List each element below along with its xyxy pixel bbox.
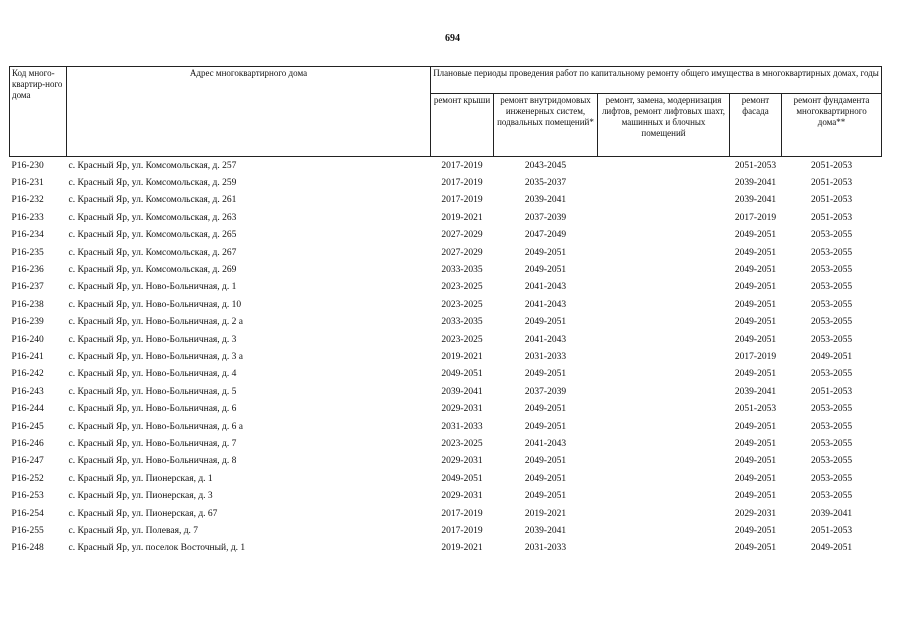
cell-roof: 2029-2031: [441, 456, 483, 467]
cell-engineering: 2049-2051: [524, 317, 567, 328]
cell-roof: 2033-2035: [441, 317, 483, 328]
cell-code: Р16-241: [11, 351, 44, 362]
cell-facade: 2049-2051: [734, 299, 777, 310]
cell-elevator: [598, 314, 730, 331]
cell-code: Р16-240: [11, 334, 44, 345]
capital-repair-table: [9, 66, 882, 557]
cell-roof: 2049-2051: [441, 473, 483, 484]
cell-engineering: 2031-2033: [524, 351, 567, 362]
cell-foundation: 2053-2055: [810, 491, 853, 502]
cell-code: Р16-235: [11, 247, 44, 258]
cell-code: Р16-242: [11, 369, 44, 380]
table-row: [10, 470, 882, 487]
cell-address: с. Красный Яр, ул. Ново-Больничная, д. 8: [68, 456, 237, 467]
cell-address: с. Красный Яр, ул. Ново-Больничная, д. 4: [68, 369, 237, 380]
cell-elevator: [598, 383, 730, 400]
cell-code: Р16-231: [11, 178, 44, 189]
cell-address: с. Красный Яр, ул. поселок Восточный, д. 1: [68, 543, 246, 554]
cell-elevator: [598, 209, 730, 226]
cell-engineering: 2037-2039: [524, 212, 567, 223]
cell-elevator: [598, 331, 730, 348]
cell-elevator: [598, 487, 730, 504]
cell-roof: 2017-2019: [441, 178, 483, 189]
cell-roof: 2017-2019: [441, 508, 483, 519]
cell-facade: 2039-2041: [734, 195, 777, 206]
cell-engineering: 2047-2049: [524, 230, 567, 241]
cell-foundation: 2051-2053: [810, 212, 853, 223]
cell-facade: 2049-2051: [734, 438, 777, 449]
cell-facade: 2049-2051: [734, 473, 777, 484]
cell-roof: 2023-2025: [441, 438, 483, 449]
cell-engineering: 2037-2039: [524, 386, 567, 397]
cell-address: с. Красный Яр, ул. Пионерская, д. 67: [68, 508, 218, 519]
cell-roof: 2023-2025: [441, 334, 483, 345]
cell-facade: 2049-2051: [734, 456, 777, 467]
table-row: [10, 174, 882, 191]
cell-roof: 2017-2019: [441, 525, 483, 536]
cell-engineering: 2049-2051: [524, 404, 567, 415]
cell-address: с. Красный Яр, ул. Комсомольская, д. 261: [68, 195, 237, 206]
cell-code: Р16-233: [11, 212, 44, 223]
cell-facade: 2049-2051: [734, 230, 777, 241]
table-row: [10, 522, 882, 539]
cell-facade: 2049-2051: [734, 265, 777, 276]
table-row: [10, 279, 882, 296]
cell-elevator: [598, 418, 730, 435]
cell-facade: 2049-2051: [734, 525, 777, 536]
cell-roof: 2049-2051: [441, 369, 483, 380]
cell-code: Р16-232: [11, 195, 44, 206]
cell-facade: 2017-2019: [734, 212, 777, 223]
cell-code: Р16-237: [11, 282, 44, 293]
cell-foundation: 2053-2055: [810, 265, 853, 276]
cell-elevator: [598, 261, 730, 278]
cell-facade: 2049-2051: [734, 334, 777, 345]
table-row: [10, 418, 882, 435]
cell-roof: 2019-2021: [441, 212, 483, 223]
cell-roof: 2029-2031: [441, 404, 483, 415]
cell-roof: 2027-2029: [441, 230, 483, 241]
cell-foundation: 2053-2055: [810, 404, 853, 415]
cell-engineering: 2049-2051: [524, 265, 567, 276]
cell-roof: 2027-2029: [441, 247, 483, 258]
table-row: [10, 487, 882, 504]
table-row: [10, 314, 882, 331]
cell-elevator: [598, 348, 730, 365]
cell-elevator: [598, 366, 730, 383]
cell-engineering: 2041-2043: [524, 438, 567, 449]
cell-elevator: [598, 453, 730, 470]
cell-engineering: 2019-2021: [524, 508, 567, 519]
cell-engineering: 2041-2043: [524, 282, 567, 293]
cell-foundation: 2049-2051: [810, 351, 853, 362]
table-body: [10, 157, 882, 557]
cell-code: Р16-247: [11, 456, 44, 467]
table-row: [10, 540, 882, 557]
cell-code: Р16-230: [10, 157, 67, 175]
cell-roof: 2031-2033: [441, 421, 483, 432]
cell-facade: 2049-2051: [734, 282, 777, 293]
cell-elevator: [598, 400, 730, 417]
table-row: [10, 505, 882, 522]
table-row: [10, 227, 882, 244]
cell-code: Р16-254: [11, 508, 44, 519]
cell-code: Р16-244: [11, 404, 44, 415]
cell-facade: 2051-2053: [730, 157, 782, 175]
cell-address: с. Красный Яр, ул. Комсомольская, д. 269: [68, 265, 237, 276]
cell-engineering: 2035-2037: [524, 178, 567, 189]
cell-address: с. Красный Яр, ул. Комсомольская, д. 267: [68, 247, 237, 258]
cell-code: Р16-253: [11, 491, 44, 502]
cell-engineering: 2049-2051: [524, 491, 567, 502]
cell-foundation: 2053-2055: [810, 317, 853, 328]
cell-foundation: 2053-2055: [810, 438, 853, 449]
cell-engineering: 2031-2033: [524, 543, 567, 554]
cell-address: с. Красный Яр, ул. Ново-Больничная, д. 5: [68, 386, 237, 397]
cell-code: Р16-239: [11, 317, 44, 328]
cell-code: Р16-245: [11, 421, 44, 432]
cell-code: Р16-243: [11, 386, 44, 397]
table-row: [10, 261, 882, 278]
cell-foundation: 2053-2055: [810, 369, 853, 380]
cell-elevator: [598, 174, 730, 191]
cell-foundation: 2053-2055: [810, 421, 853, 432]
cell-foundation: 2039-2041: [810, 508, 853, 519]
table-row: [10, 453, 882, 470]
cell-engineering: 2049-2051: [524, 421, 567, 432]
table-row: [10, 157, 882, 175]
cell-address: с. Красный Яр, ул. Ново-Больничная, д. 7: [68, 438, 237, 449]
table-row: [10, 366, 882, 383]
cell-elevator: [598, 296, 730, 313]
table-row: [10, 331, 882, 348]
cell-roof: 2023-2025: [441, 299, 483, 310]
cell-foundation: 2053-2055: [810, 247, 853, 258]
cell-address: с. Красный Яр, ул. Ново-Больничная, д. 10: [68, 299, 242, 310]
cell-code: Р16-252: [11, 473, 44, 484]
cell-engineering: 2039-2041: [524, 195, 567, 206]
cell-foundation: 2049-2051: [810, 543, 853, 554]
cell-address: с. Красный Яр, ул. Ново-Больничная, д. 6 а: [68, 421, 243, 432]
cell-engineering: 2049-2051: [524, 369, 567, 380]
cell-address: с. Красный Яр, ул. Ново-Больничная, д. 6: [68, 404, 237, 415]
cell-facade: 2039-2041: [734, 386, 777, 397]
cell-engineering: 2049-2051: [524, 456, 567, 467]
cell-elevator: [598, 540, 730, 557]
cell-address: с. Красный Яр, ул. Комсомольская, д. 263: [68, 212, 237, 223]
cell-elevator: [598, 470, 730, 487]
cell-roof: 2017-2019: [441, 195, 483, 206]
cell-facade: 2049-2051: [734, 369, 777, 380]
table-row: [10, 383, 882, 400]
table-row: [10, 348, 882, 365]
table-row: [10, 296, 882, 313]
cell-facade: 2029-2031: [734, 508, 777, 519]
cell-foundation: 2053-2055: [810, 230, 853, 241]
cell-address: с. Красный Яр, ул. Ново-Больничная, д. 1: [68, 282, 237, 293]
cell-engineering: 2041-2043: [524, 334, 567, 345]
cell-elevator: [598, 244, 730, 261]
cell-foundation: 2053-2055: [810, 334, 853, 345]
cell-code: Р16-234: [11, 230, 44, 241]
cell-engineering: 2043-2045: [494, 157, 598, 175]
header-code: Код много-квартир-ного дома: [10, 67, 67, 157]
cell-facade: 2049-2051: [734, 317, 777, 328]
cell-facade: 2039-2041: [734, 178, 777, 189]
cell-foundation: 2051-2053: [810, 525, 853, 536]
cell-engineering: 2039-2041: [524, 525, 567, 536]
cell-elevator: [598, 435, 730, 452]
cell-facade: 2049-2051: [734, 543, 777, 554]
header-periods: Плановые периоды проведения работ по капитальному ремонту общего имущества в многоквартирных домах, годы: [431, 67, 882, 94]
cell-code: Р16-248: [11, 543, 44, 554]
cell-facade: 2051-2053: [734, 404, 777, 415]
table-row: [10, 192, 882, 209]
cell-foundation: 2051-2053: [810, 178, 853, 189]
cell-engineering: 2041-2043: [524, 299, 567, 310]
cell-roof: 2023-2025: [441, 282, 483, 293]
cell-elevator: [598, 157, 730, 175]
cell-engineering: 2049-2051: [524, 247, 567, 258]
cell-roof: 2039-2041: [441, 386, 483, 397]
cell-address: с. Красный Яр, ул. Пионерская, д. 1: [68, 473, 213, 484]
cell-code: Р16-255: [11, 525, 44, 536]
cell-foundation: 2051-2053: [810, 386, 853, 397]
cell-facade: 2049-2051: [734, 491, 777, 502]
cell-address: с. Красный Яр, ул. Ново-Больничная, д. 2 а: [68, 317, 243, 328]
cell-facade: 2049-2051: [734, 421, 777, 432]
cell-elevator: [598, 279, 730, 296]
cell-foundation: 2053-2055: [810, 473, 853, 484]
cell-code: Р16-236: [11, 265, 44, 276]
header-elevator: ремонт, замена, модернизация лифтов, ремонт лифтовых шахт, машинных и блочных помещений: [598, 94, 730, 157]
table-row: [10, 209, 882, 226]
header-address: Адрес многоквартирного дома: [67, 67, 431, 157]
cell-foundation: 2053-2055: [810, 456, 853, 467]
cell-roof: 2029-2031: [441, 491, 483, 502]
cell-address: с. Красный Яр, ул. Ново-Больничная, д. 3: [68, 334, 237, 345]
cell-elevator: [598, 227, 730, 244]
table-row: [10, 244, 882, 261]
cell-foundation: 2051-2053: [810, 195, 853, 206]
cell-foundation: 2053-2055: [810, 299, 853, 310]
header-foundation: ремонт фундамента многоквартирного дома**: [782, 94, 882, 157]
table-row: [10, 400, 882, 417]
cell-foundation: 2053-2055: [810, 282, 853, 293]
cell-address: с. Красный Яр, ул. Полевая, д. 7: [68, 525, 199, 536]
cell-address: с. Красный Яр, ул. Комсомольская, д. 259: [68, 178, 237, 189]
cell-foundation: 2051-2053: [782, 157, 882, 175]
header-roof: ремонт крыши: [431, 94, 494, 157]
cell-roof: 2033-2035: [441, 265, 483, 276]
cell-elevator: [598, 522, 730, 539]
header-facade: ремонт фасада: [730, 94, 782, 157]
page-number: 694: [445, 33, 460, 44]
cell-address: с. Красный Яр, ул. Ново-Больничная, д. 3 а: [68, 351, 243, 362]
cell-engineering: 2049-2051: [524, 473, 567, 484]
cell-address: с. Красный Яр, ул. Комсомольская, д. 265: [68, 230, 237, 241]
cell-roof: 2019-2021: [441, 351, 483, 362]
table-row: [10, 435, 882, 452]
cell-facade: 2017-2019: [734, 351, 777, 362]
header-engineering: ремонт внутридомовых инженерных систем, подвальных помещений*: [494, 94, 598, 157]
cell-elevator: [598, 192, 730, 209]
cell-address: с. Красный Яр, ул. Пионерская, д. 3: [68, 491, 213, 502]
cell-facade: 2049-2051: [734, 247, 777, 258]
cell-elevator: [598, 505, 730, 522]
cell-roof: 2019-2021: [441, 543, 483, 554]
cell-code: Р16-238: [11, 299, 44, 310]
cell-address: с. Красный Яр, ул. Комсомольская, д. 257: [67, 157, 431, 175]
cell-roof: 2017-2019: [431, 157, 494, 175]
cell-code: Р16-246: [11, 438, 44, 449]
